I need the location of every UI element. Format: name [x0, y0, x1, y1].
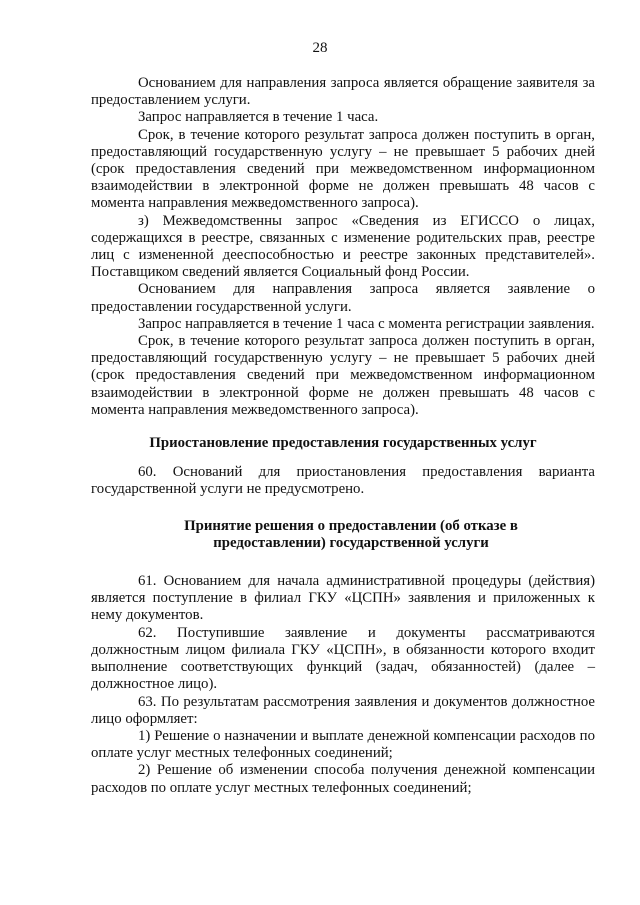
paragraph: Основанием для направления запроса является обращение заявителя за предоставлением услуги. [91, 75, 595, 109]
paragraph-60: 60. Оснований для приостановления предоставления варианта государственной услуги не предусмотрено. [91, 464, 595, 498]
paragraph: Срок, в течение которого результат запроса должен поступить в орган, предоставляющий государственную услугу – не превышает 5 рабочих дней (срок предоставления сведений при межведомственном информационном взаимодействии в электронной форме не должен превышать 48 часов с момента направления межведомственного запроса). [91, 333, 595, 418]
paragraph: Срок, в течение которого результат запроса должен поступить в орган, предоставляющий государственную услугу – не превышает 5 рабочих дней (срок предоставления сведений при межведомственном информационном взаимодействии в электронной форме не должен превышать 48 часов с момента направления межведомственного запроса). [91, 126, 595, 212]
list-item: 2) Решение об изменении способа получения денежной компенсации расходов по оплате услуг местных телефонных соединений; [91, 762, 595, 796]
paragraph: Запрос направляется в течение 1 часа. [138, 109, 379, 126]
page-number: 28 [312, 40, 328, 56]
document-body [91, 75, 595, 797]
list-item: 1) Решение о назначении и выплате денежной компенсации расходов по оплате услуг местных телефонных соединений; [91, 727, 595, 762]
paragraph-62: 62. Поступившие заявление и документы рассматриваются должностным лицом филиала ГКУ «ЦСПН», в обязанности которого входит выполнение соответствующих функций (задач, обязанностей) (далее – должностное лицо). [91, 624, 595, 693]
section-heading-decision [91, 518, 595, 552]
paragraph: Основанием для направления запроса является заявление о предоставлении государственной услуги. [91, 281, 595, 315]
paragraph: Запрос направляется в течение 1 часа с момента регистрации заявления. [138, 315, 595, 332]
section-heading-line: Принятие решения о предоставлении (об отказе в [184, 517, 518, 534]
paragraph: з) Межведомственны запрос «Сведения из ЕГИССО о лицах, содержащихся в реестре, связанных с изменение родительских прав, реестре лиц с измененной дееспособностью и реестре законных представителей». Поставщиком сведений является Социальный фонд России. [91, 212, 595, 281]
paragraph-63: 63. По результатам рассмотрения заявления и документов должностное лицо оформляет: [91, 693, 595, 727]
section-heading-line: предоставлении) государственной услуги [213, 534, 489, 551]
paragraph-61: 61. Основанием для начала административной процедуры (действия) является поступление в филиал ГКУ «ЦСПН» заявления и приложенных к нему документов. [91, 573, 595, 624]
section-heading-suspension: Приостановление предоставления государственных услуг [149, 435, 537, 452]
